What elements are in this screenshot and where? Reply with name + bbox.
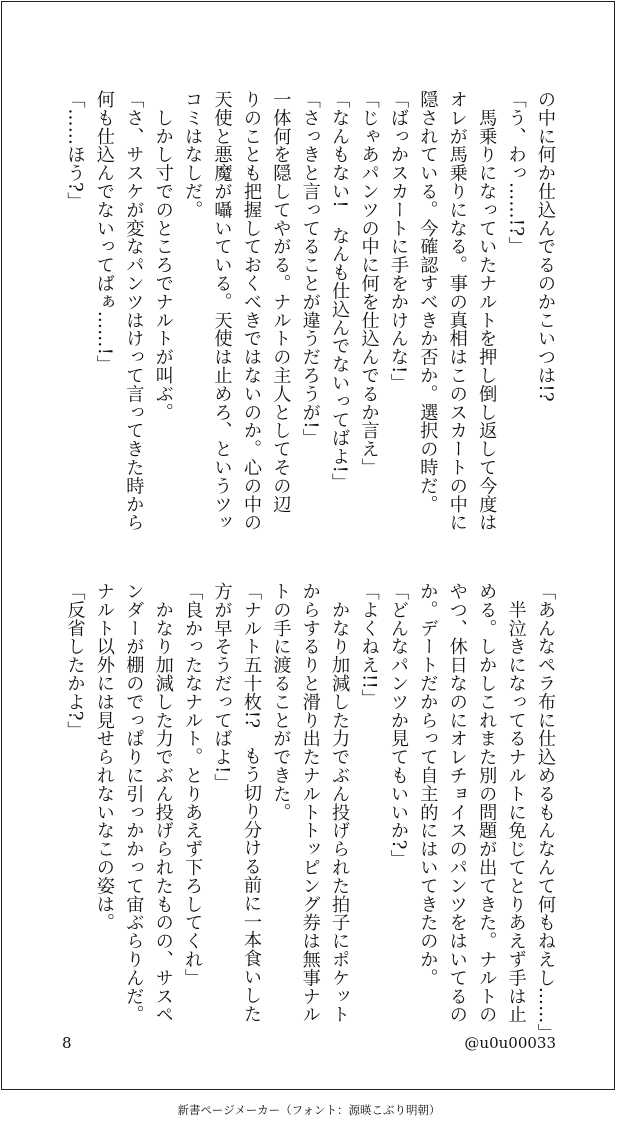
author-handle: @u0u00033 <box>464 1034 556 1052</box>
footer-credit: 新書ページメーカー（フォント：源暎こぶり明朝） <box>177 1103 441 1117</box>
book-page <box>1 1 615 1090</box>
page-number: 8 <box>62 1034 72 1052</box>
vertical-text-upper: の中に何か仕込んでるのかこいつは!? 「う、わっ……!?」 馬乗りになっていたナルトを押し倒し返して今度は オレが馬乗りになる。事の真相はこのスカートの中に 隠されている。今確認すべきか否か。選択の時だ。 「ばっかスカートに手をかけんな!」 「じゃあパンツの中に何を仕込んでるか言え」 「なんもない! なんも仕込んでないってばよ!」 「さっきと言ってることが違うだろうが!」 一体何を隠してやがる。ナルトの主人としてその辺 りのことも把握しておくべきではないのか。心の中の 天使と悪魔が囁いている。天使は止めろ、というツッ コミはなしだ。 しかし寸でのところでナルトが叫ぶ。 「さ、サスケが変なパンツはけって言ってきた時から 何も仕込んでないってばぁ……!」 「……ほう?」 <box>64 90 556 532</box>
vertical-text-lower: 「あんなペラ布に仕込めるもんなんて何もねえし……」 半泣きになってるナルトに免じてとりあえず手は止 める。しかしこれまた別の問題が出てきた。ナルトの やつ、休日なのにオレチョイスのパンツをはいてるの か。デートだからって自主的にはいてきたのか。 「どんなパンツか見てもいいか?」 「よくねえ!!」 かなり加減した力でぶん投げられた拍子にポケット からするりと滑り出たナルトトッピング券は無事ナル トの手に渡ることができた。 「ナルト五十枚!? もう切り分ける前に一本食いした 方が早そうだってばよ!」 「良かったなナルト。とりあえず下ろしてくれ」 かなり加減した力でぶん投げられたものの、サスペ ンダーが棚のでっぱりに引っかかって宙ぶらりんだ。 ナルト以外には見せられないなこの姿は。 「反省したかよ?」 <box>64 582 556 1042</box>
